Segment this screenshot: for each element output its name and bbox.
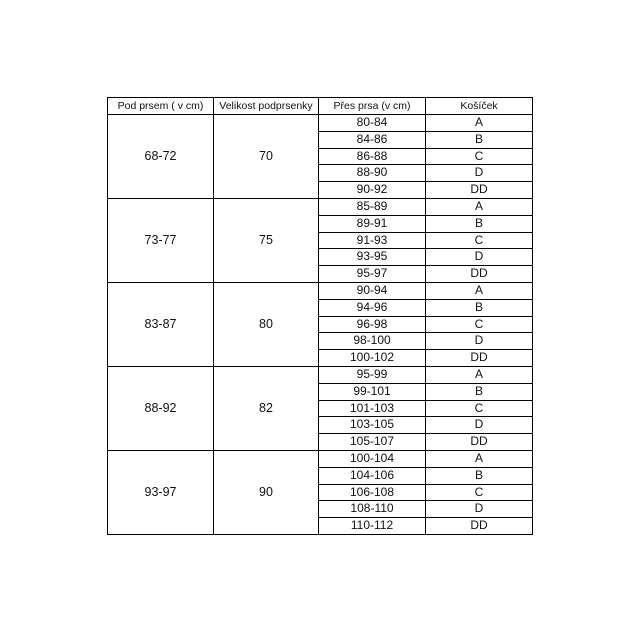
cup-cell: B bbox=[426, 383, 533, 400]
bra-size-table bbox=[107, 97, 533, 535]
bra-size-cell: 80 bbox=[214, 282, 319, 366]
table-row bbox=[108, 282, 533, 299]
cup-cell: C bbox=[426, 400, 533, 417]
underbust-cell: 83-87 bbox=[108, 282, 214, 366]
cup-cell: B bbox=[426, 467, 533, 484]
cup-cell: DD bbox=[426, 434, 533, 451]
cup-cell: A bbox=[426, 198, 533, 215]
bra-size-cell: 70 bbox=[214, 115, 319, 199]
cup-cell: D bbox=[426, 249, 533, 266]
bra-size-cell: 90 bbox=[214, 450, 319, 534]
bust-cell: 106-108 bbox=[319, 484, 426, 501]
table-row bbox=[108, 198, 533, 215]
bust-cell: 95-99 bbox=[319, 366, 426, 383]
cup-cell: A bbox=[426, 450, 533, 467]
table-row bbox=[108, 450, 533, 467]
bust-cell: 86-88 bbox=[319, 148, 426, 165]
table-body bbox=[108, 115, 533, 535]
bust-cell: 90-92 bbox=[319, 182, 426, 199]
cup-cell: D bbox=[426, 417, 533, 434]
header-cup: Košíček bbox=[426, 98, 533, 115]
bust-cell: 84-86 bbox=[319, 131, 426, 148]
underbust-cell: 73-77 bbox=[108, 198, 214, 282]
bust-cell: 99-101 bbox=[319, 383, 426, 400]
header-underbust: Pod prsem ( v cm) bbox=[108, 98, 214, 115]
bust-cell: 104-106 bbox=[319, 467, 426, 484]
bust-cell: 94-96 bbox=[319, 299, 426, 316]
bust-cell: 100-104 bbox=[319, 450, 426, 467]
bust-cell: 91-93 bbox=[319, 232, 426, 249]
cup-cell: B bbox=[426, 215, 533, 232]
bust-cell: 105-107 bbox=[319, 434, 426, 451]
cup-cell: D bbox=[426, 165, 533, 182]
cup-cell: C bbox=[426, 316, 533, 333]
underbust-cell: 93-97 bbox=[108, 450, 214, 534]
bra-size-cell: 75 bbox=[214, 198, 319, 282]
bust-cell: 85-89 bbox=[319, 198, 426, 215]
underbust-cell: 88-92 bbox=[108, 366, 214, 450]
bust-cell: 103-105 bbox=[319, 417, 426, 434]
cup-cell: A bbox=[426, 366, 533, 383]
cup-cell: C bbox=[426, 484, 533, 501]
header-bra-size: Velikost podprsenky bbox=[214, 98, 319, 115]
header-bust: Přes prsa (v cm) bbox=[319, 98, 426, 115]
cup-cell: A bbox=[426, 282, 533, 299]
bust-cell: 93-95 bbox=[319, 249, 426, 266]
bust-cell: 95-97 bbox=[319, 266, 426, 283]
table-row bbox=[108, 115, 533, 132]
cup-cell: DD bbox=[426, 350, 533, 367]
cup-cell: B bbox=[426, 299, 533, 316]
bust-cell: 80-84 bbox=[319, 115, 426, 132]
bra-size-cell: 82 bbox=[214, 366, 319, 450]
cup-cell: C bbox=[426, 148, 533, 165]
bust-cell: 96-98 bbox=[319, 316, 426, 333]
bust-cell: 101-103 bbox=[319, 400, 426, 417]
bust-cell: 98-100 bbox=[319, 333, 426, 350]
cup-cell: B bbox=[426, 131, 533, 148]
cup-cell: D bbox=[426, 501, 533, 518]
bust-cell: 88-90 bbox=[319, 165, 426, 182]
table-row bbox=[108, 366, 533, 383]
bust-cell: 108-110 bbox=[319, 501, 426, 518]
bust-cell: 110-112 bbox=[319, 518, 426, 535]
underbust-cell: 68-72 bbox=[108, 115, 214, 199]
cup-cell: DD bbox=[426, 182, 533, 199]
cup-cell: C bbox=[426, 232, 533, 249]
table-header bbox=[108, 98, 533, 115]
bust-cell: 90-94 bbox=[319, 282, 426, 299]
cup-cell: D bbox=[426, 333, 533, 350]
header-row bbox=[108, 98, 533, 115]
bust-cell: 100-102 bbox=[319, 350, 426, 367]
cup-cell: DD bbox=[426, 518, 533, 535]
cup-cell: A bbox=[426, 115, 533, 132]
cup-cell: DD bbox=[426, 266, 533, 283]
bust-cell: 89-91 bbox=[319, 215, 426, 232]
